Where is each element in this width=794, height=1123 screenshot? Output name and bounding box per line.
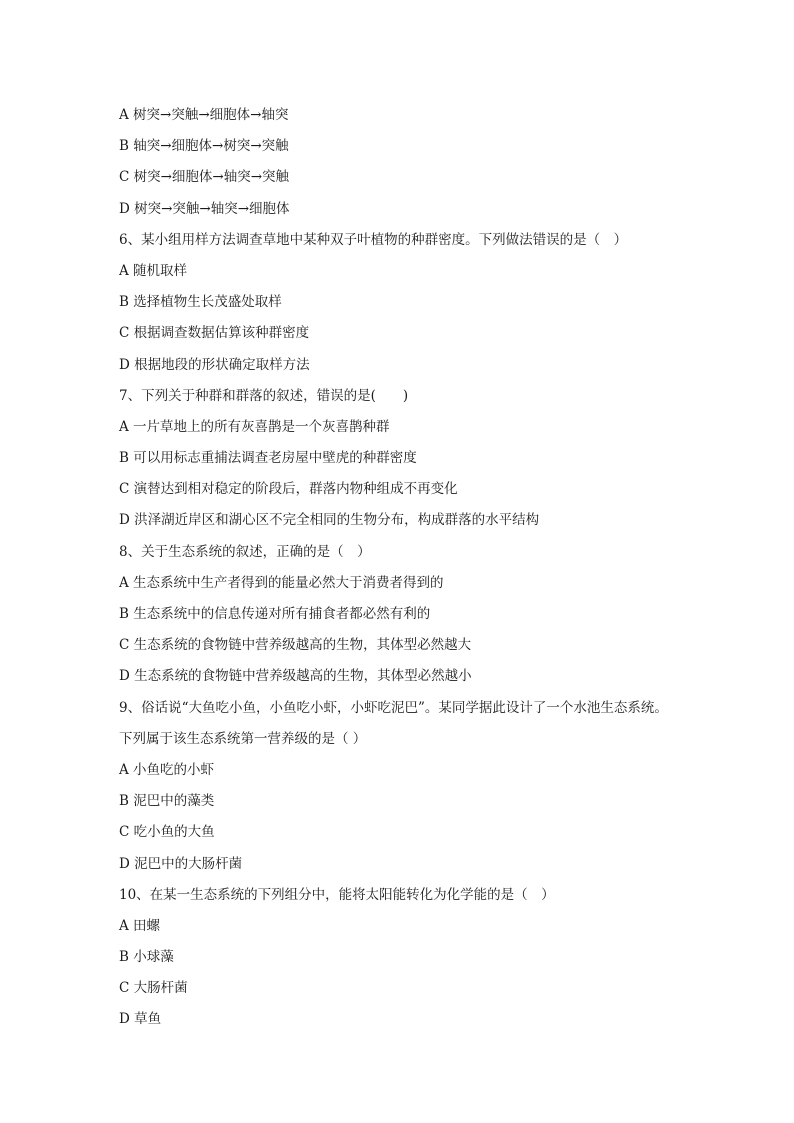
question-9: 9、俗话说“大鱼吃小鱼，小鱼吃小虾，小虾吃泥巴”。某同学据此设计了一个水池生态系统。 xyxy=(119,699,668,716)
option-8b: B 生态系统中的信息传递对所有捕食者都必然有利的 xyxy=(119,606,431,622)
option-6b: B 选择植物生长茂盛处取样 xyxy=(119,294,282,311)
question-text-block xyxy=(119,100,719,1036)
question-7: 7、下列关于种群和群落的叙述，错误的是( ) xyxy=(119,387,409,404)
option-5b: B 轴突→细胞体→树突→突触 xyxy=(119,138,289,155)
option-8d: D 生态系统的食物链中营养级越高的生物，其体型必然越小 xyxy=(119,668,472,685)
option-5c: C 树突→细胞体→轴突→突触 xyxy=(119,169,290,186)
option-9b: B 泥巴中的藻类 xyxy=(119,793,215,810)
option-7c: C 演替达到相对稳定的阶段后，群落内物种组成不再变化 xyxy=(119,481,458,498)
question-10: 10、在某一生态系统的下列组分中，能将太阳能转化为化学能的是（ ） xyxy=(119,886,555,903)
option-9a: A 小鱼吃的小虾 xyxy=(119,761,215,778)
option-8c: C 生态系统的食物链中营养级越高的生物，其体型必然越大 xyxy=(119,637,472,654)
option-6a: A 随机取样 xyxy=(119,262,188,279)
option-10a: A 田螺 xyxy=(119,917,161,934)
option-7b: B 可以用标志重捕法调查老房屋中壁虎的种群密度 xyxy=(119,450,417,467)
option-5d: D 树突→突触→轴突→细胞体 xyxy=(119,200,290,217)
option-7d: D 洪泽湖近岸区和湖心区不完全相同的生物分布，构成群落的水平结构 xyxy=(119,512,540,529)
question-8: 8、关于生态系统的叙述，正确的是（ ） xyxy=(119,543,371,560)
option-5a: A 树突→突触→细胞体→轴突 xyxy=(119,107,289,123)
option-6d: D 根据地段的形状确定取样方法 xyxy=(119,356,310,373)
option-10d: D 草鱼 xyxy=(119,1011,162,1028)
option-8a: A 生态系统中生产者得到的能量必然大于消费者得到的 xyxy=(119,574,444,591)
option-10c: C 大肠杆菌 xyxy=(119,980,188,997)
option-7a: A 一片草地上的所有灰喜鹊是一个灰喜鹊种群 xyxy=(119,418,390,435)
question-6: 6、某小组用样方法调查草地中某种双子叶植物的种群密度。下列做法错误的是（ ） xyxy=(119,231,628,248)
option-9d: D 泥巴中的大肠杆菌 xyxy=(119,855,243,872)
option-6c: C 根据调查数据估算该种群密度 xyxy=(119,325,310,342)
option-9c: C 吃小鱼的大鱼 xyxy=(119,824,215,841)
question-9-continued: 下列属于该生态系统第一营养级的是（ ） xyxy=(119,730,367,747)
option-10b: B 小球藻 xyxy=(119,949,174,966)
